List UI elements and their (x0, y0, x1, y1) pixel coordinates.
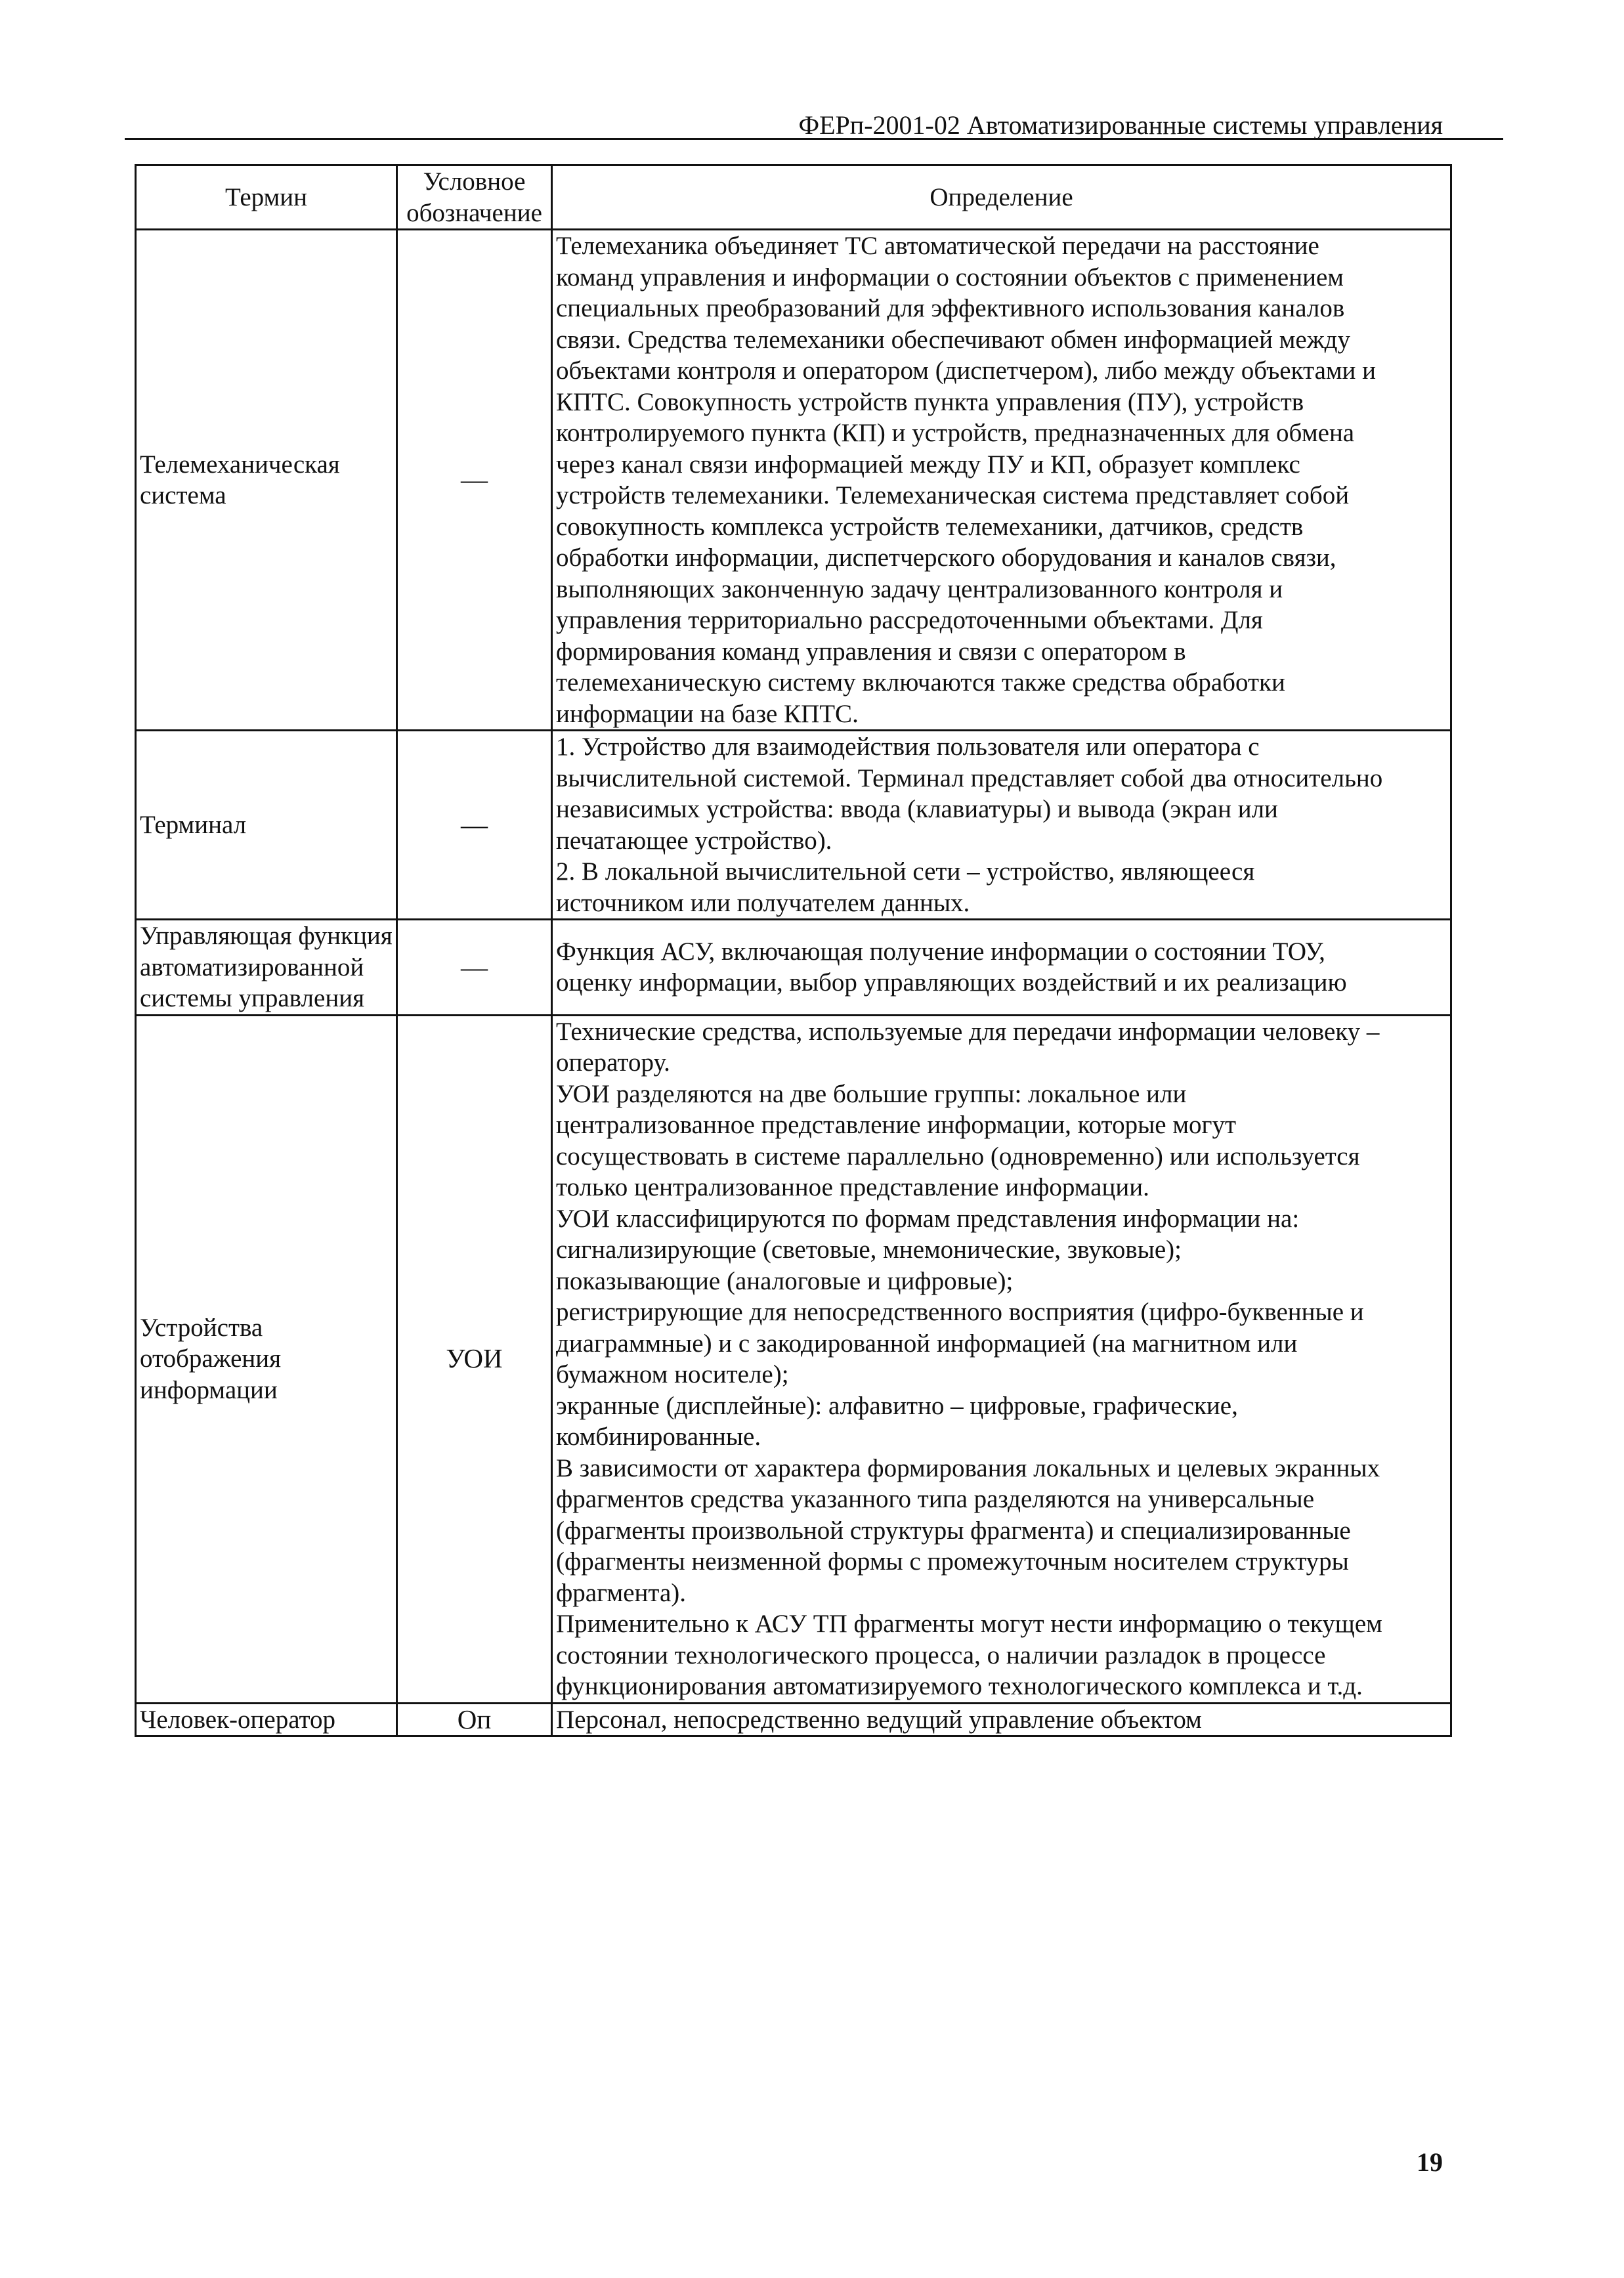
definition-line: совокупность комплекса устройств телемеханики, датчиков, средств (556, 512, 1304, 541)
definition-line: телемеханическую систему включаются также средства обработки (556, 668, 1285, 697)
abbreviation-cell: — (397, 731, 552, 920)
definition-line: фрагмента). (556, 1578, 686, 1607)
definition-line: централизованное представление информации, которые могут (556, 1111, 1237, 1139)
term-cell: Терминал (136, 731, 397, 920)
definition-line: Персонал, непосредственно ведущий управление объектом (556, 1705, 1202, 1734)
terms-body (136, 230, 1451, 1736)
definition-line: КПТС. Совокупность устройств пункта управления (ПУ), устройств (556, 387, 1304, 416)
abbreviation-cell: — (397, 230, 552, 731)
definition-cell (552, 230, 1451, 731)
definition-line: комбинированные. (556, 1423, 761, 1451)
definition-line: только централизованное представление информации. (556, 1173, 1149, 1201)
definition-line: контролируемого пункта (КП) и устройств, предназначенных для обмена (556, 419, 1355, 447)
column-header-abbreviation (397, 165, 552, 230)
definition-line: вычислительной системой. Терминал представляет собой два относительно (556, 763, 1383, 792)
definition-line: независимых устройства: ввода (клавиатуры) и вывода (экран или (556, 795, 1278, 823)
definition-line: (фрагменты произвольной структуры фрагмента) и специализированные (556, 1516, 1351, 1545)
terms-table (135, 164, 1452, 1737)
table-row (136, 230, 1451, 731)
definition-line: диаграммные) и с закодированной информацией (на магнитном или (556, 1329, 1298, 1358)
column-header-term: Термин (136, 165, 397, 230)
definition-line: В зависимости от характера формирования локальных и целевых экранных (556, 1453, 1380, 1482)
definition-line: УОИ классифицируются по формам представления информации на: (556, 1204, 1300, 1233)
page-number: 19 (1417, 2147, 1443, 2177)
abbreviation-cell: Оп (397, 1703, 552, 1736)
definition-line: объектами контроля и оператором (диспетчером), либо между объектами и (556, 356, 1377, 385)
abbreviation-cell: — (397, 920, 552, 1016)
definition-line: источником или получателем данных. (556, 888, 970, 917)
definition-line: сосуществовать в системе параллельно (одновременно) или используется (556, 1142, 1360, 1171)
definition-line: оператору. (556, 1048, 670, 1077)
definition-line: связи. Средства телемеханики обеспечивают обмен информацией между (556, 325, 1351, 354)
definition-line: 2. В локальной вычислительной сети – устройство, являющееся (556, 857, 1255, 886)
definition-line: УОИ разделяются на две большие группы: локальное или (556, 1079, 1187, 1108)
definition-line: Технические средства, используемые для передачи информации человеку – (556, 1017, 1380, 1046)
definition-cell (552, 920, 1451, 1016)
definition-line: Применительно к АСУ ТП фрагменты могут нести информацию о текущем (556, 1610, 1382, 1638)
column-header-definition: Определение (552, 165, 1451, 230)
definition-line: сигнализирующие (световые, мнемонические, звуковые); (556, 1236, 1182, 1264)
table-row (136, 1015, 1451, 1703)
abbreviation-cell: УОИ (397, 1015, 552, 1703)
definition-line: функционирования автоматизируемого технологического комплекса и т.д. (556, 1672, 1363, 1700)
definition-line: команд управления и информации о состоянии объектов с применением (556, 263, 1344, 291)
definition-line: информации на базе КПТС. (556, 699, 859, 728)
definition-line: оценку информации, выбор управляющих воздействий и их реализацию (556, 968, 1347, 997)
definition-cell (552, 1015, 1451, 1703)
table-row (136, 1703, 1451, 1736)
term-cell: Телемеханическая система (136, 230, 397, 731)
definition-line: бумажном носителе); (556, 1360, 789, 1388)
column-header-abbreviation-text: Условное обозначение (406, 167, 542, 227)
table-row (136, 920, 1451, 1016)
definition-line: выполняющих законченную задачу централизованного контроля и (556, 574, 1283, 603)
definition-line: (фрагменты неизменной формы с промежуточным носителем структуры (556, 1547, 1349, 1576)
definition-line: Телемеханика объединяет ТС автоматической передачи на расстояние (556, 232, 1319, 260)
table-header-row (136, 165, 1451, 230)
definition-line: показывающие (аналоговые и цифровые); (556, 1266, 1014, 1295)
definition-line: Функция АСУ, включающая получение информации о состоянии ТОУ, (556, 937, 1325, 966)
running-header: ФЕРп-2001-02 Автоматизированные системы управления (798, 110, 1443, 140)
definition-line: печатающее устройство). (556, 826, 832, 855)
definition-line: регистрирующие для непосредственного восприятия (цифро-буквенные и (556, 1298, 1364, 1326)
header-rule (125, 138, 1503, 140)
definition-cell (552, 1703, 1451, 1736)
definition-line: специальных преобразований для эффективного использования каналов (556, 294, 1345, 322)
term-cell: Устройства отображения информации (136, 1015, 397, 1703)
definition-line: устройств телемеханики. Телемеханическая система представляет собой (556, 481, 1350, 509)
definition-line: состоянии технологического процесса, о наличии разладок в процессе (556, 1641, 1326, 1669)
definition-line: фрагментов средства указанного типа разделяются на универсальные (556, 1485, 1315, 1513)
table-row (136, 731, 1451, 920)
term-cell: Человек-оператор (136, 1703, 397, 1736)
definition-cell (552, 731, 1451, 920)
definition-line: формирования команд управления и связи с оператором в (556, 637, 1186, 666)
definition-line: экранные (дисплейные): алфавитно – цифровые, графические, (556, 1391, 1238, 1420)
definition-line: управления территориально рассредоточенными объектами. Для (556, 606, 1263, 634)
definition-line: обработки информации, диспетчерского оборудования и каналов связи, (556, 544, 1336, 572)
definition-line: 1. Устройство для взаимодействия пользователя или оператора с (556, 733, 1260, 761)
definition-line: через канал связи информацией между ПУ и КП, образует комплекс (556, 450, 1300, 479)
term-cell: Управляющая функция автоматизированной системы управления (136, 920, 397, 1016)
